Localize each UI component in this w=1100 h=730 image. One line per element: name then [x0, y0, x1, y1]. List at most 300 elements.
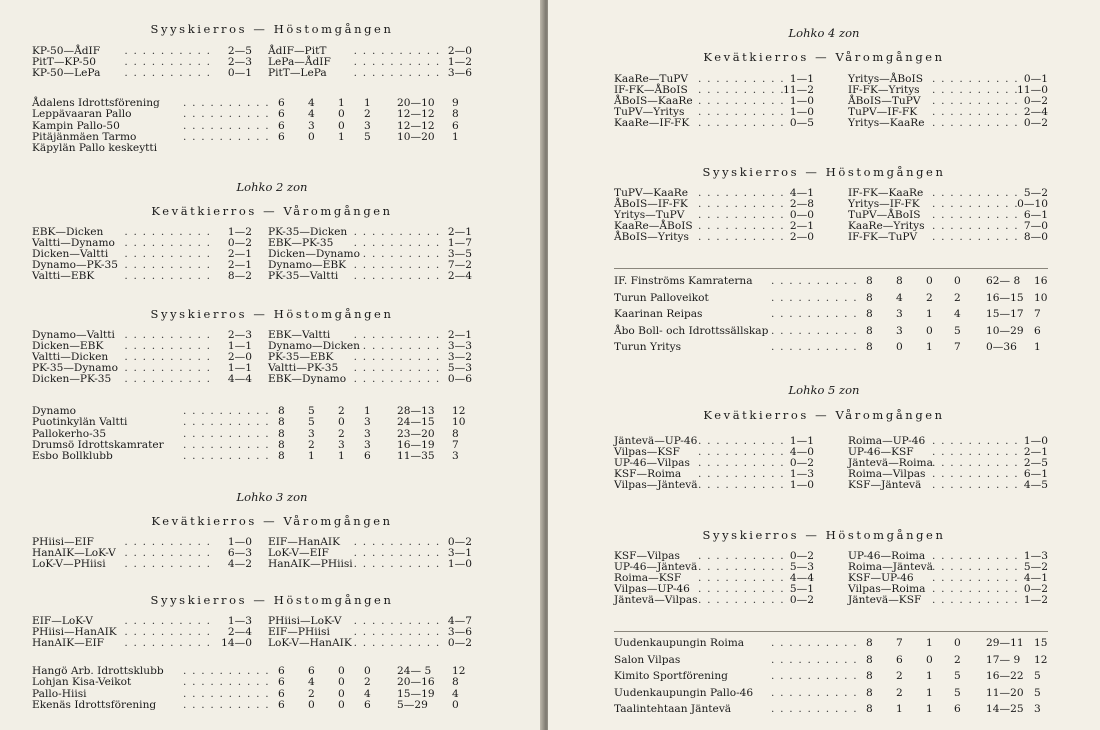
section-header: Syyskierros — Höstomgången — [150, 593, 394, 607]
match-teams: LoK-V—PHiisi — [32, 558, 106, 570]
team-name: Leppävaaran Pallo — [32, 108, 132, 121]
match-teams: UP-46—Roima — [848, 550, 926, 562]
team-name: Ådalens Idrottsförening — [32, 97, 160, 109]
points: 12 — [452, 665, 466, 677]
team-name: Drumsö Idrottskamrater — [32, 438, 164, 451]
match-teams: TuPV—Yritys — [614, 106, 685, 118]
standings-table — [32, 406, 472, 462]
match-score: 4—0 — [789, 446, 814, 458]
leader-dots: . . . . . . . . . . — [771, 670, 858, 682]
match-teams: KSF—Vilpas — [614, 550, 680, 562]
team-name: Uudenkaupungin Pallo-46 — [614, 686, 754, 699]
match-teams: PHiisi—EIF — [32, 536, 94, 548]
zone-label: Lohko 5 zon — [788, 383, 860, 397]
team-name: Turun Palloveikot — [614, 291, 709, 304]
match-score: 2—5 — [227, 45, 252, 57]
losses: 5 — [954, 670, 961, 682]
leader-dots: . . . . . . . . . . — [932, 583, 1019, 595]
match-score: 6—3 — [227, 547, 252, 559]
losses: 6 — [364, 698, 371, 711]
match-row — [268, 374, 472, 385]
table-row — [614, 671, 1048, 688]
leader-dots: . . . . . . . . . . — [124, 67, 212, 79]
team-name: Pallokerho-35 — [32, 427, 107, 440]
losses: 1 — [364, 97, 371, 109]
draws: 0 — [338, 698, 345, 711]
losses: 3 — [364, 438, 371, 451]
match-score: 2—0 — [227, 351, 252, 363]
leader-dots: . . . . . . . . . . — [124, 558, 212, 570]
match-score: 11—0 — [1017, 84, 1048, 96]
leader-dots: . . . . . . . . . . — [183, 405, 270, 417]
points: 6 — [1034, 324, 1041, 337]
match-score: 6—1 — [1023, 468, 1048, 480]
leader-dots: . . . . . . . . . . — [698, 572, 785, 584]
leader-dots: . . . . . . . . . . — [698, 198, 785, 210]
leader-dots: . . . . . . . . . . — [698, 106, 785, 118]
wins: 4 — [308, 108, 315, 121]
zone-label: Lohko 2 zon — [236, 180, 308, 194]
wins: 3 — [896, 324, 903, 337]
match-teams: Dynamo—Dicken — [268, 340, 360, 352]
leader-dots: . . . . . . . . . . — [183, 416, 270, 429]
standings-table — [32, 666, 472, 711]
wins: 2 — [896, 670, 903, 682]
games-played: 6 — [278, 676, 285, 689]
table-row — [32, 700, 472, 711]
team-name: Lohjan Kisa-Veikot — [32, 676, 132, 689]
leader-dots: . . . . . . . . . . — [124, 340, 212, 352]
match-score: 2—1 — [789, 220, 814, 232]
match-score: 1—2 — [227, 226, 252, 238]
match-teams: Yritys—TuPV — [614, 209, 685, 221]
match-score: 2—4 — [1023, 106, 1048, 118]
match-score: 0—2 — [1023, 117, 1048, 129]
leader-dots: . . . . . . . . . . — [698, 561, 785, 573]
match-list — [848, 188, 1048, 243]
games-played: 8 — [278, 450, 285, 463]
leader-dots: . . . . . . . . . . — [124, 56, 212, 68]
section-header: Kevätkierros — Våromgången — [151, 204, 393, 218]
match-row — [268, 638, 472, 649]
games-played: 6 — [278, 119, 285, 132]
match-score: 3—5 — [447, 248, 472, 260]
match-score: 2—1 — [447, 226, 472, 238]
draws: 1 — [926, 637, 933, 649]
games-played: 6 — [278, 97, 285, 109]
goals: 17— 9 — [986, 653, 1021, 666]
match-score: 2—4 — [227, 626, 252, 638]
losses: 3 — [364, 119, 371, 132]
points: 16 — [1034, 275, 1048, 287]
match-score: 6—1 — [1023, 209, 1048, 221]
leader-dots: . . . . . . . . . . — [771, 341, 858, 353]
leader-dots: . . . . . . . . . . — [698, 446, 785, 458]
leader-dots: . . . . . . . . . . — [353, 637, 441, 649]
wins: 5 — [308, 405, 315, 417]
goals: 23—20 — [397, 427, 435, 440]
points: 0 — [452, 698, 459, 711]
match-teams: Roima—Vilpas — [848, 468, 926, 480]
match-score: 5—3 — [447, 362, 472, 374]
match-list — [614, 188, 814, 243]
draws: 0 — [926, 275, 933, 287]
match-teams: TuPV—KaaRe — [614, 187, 689, 199]
games-played: 8 — [866, 637, 873, 649]
games-played: 6 — [278, 130, 285, 143]
table-row — [32, 451, 472, 462]
zone-label: Lohko 3 zon — [236, 490, 308, 504]
match-teams: Dicken—PK-35 — [32, 373, 112, 385]
draws: 1 — [926, 686, 933, 699]
wins: 2 — [308, 687, 315, 700]
draws: 1 — [926, 670, 933, 682]
match-teams: PitT—LePa — [268, 67, 327, 79]
points: 3 — [1034, 703, 1041, 715]
match-score: 2—4 — [447, 270, 472, 282]
match-teams: PK-35—Dynamo — [32, 362, 118, 374]
match-score: 1—0 — [789, 95, 814, 107]
games-played: 8 — [866, 324, 873, 337]
section-header: Kevätkierros — Våromgången — [703, 408, 945, 422]
match-teams: ÅBoIS—KaaRe — [614, 95, 693, 107]
match-row — [268, 559, 472, 570]
goals: 11—20 — [986, 686, 1024, 699]
leader-dots: . . . . . . . . . . — [353, 248, 441, 260]
leader-dots: . . . . . . . . . . — [353, 329, 441, 341]
points: 9 — [452, 97, 459, 109]
match-score: 0—2 — [789, 457, 814, 469]
goals: 10—20 — [397, 130, 435, 143]
team-name: Hangö Arb. Idrottsklubb — [32, 665, 164, 677]
match-list — [848, 551, 1048, 606]
match-row — [614, 118, 814, 129]
leader-dots: . . . . . . . . . . — [932, 209, 1019, 221]
leader-dots: . . . . . . . . . . — [932, 435, 1019, 447]
leader-dots: . . . . . . . . . . — [353, 558, 441, 570]
team-name: Ekenäs Idrottsförening — [32, 698, 157, 711]
leader-dots: . . . . . . . . . . — [124, 226, 212, 238]
leader-dots: . . . . . . . . . . — [932, 446, 1019, 458]
match-list — [32, 227, 252, 282]
left-autumn-header — [0, 22, 544, 36]
wins: 3 — [308, 427, 315, 440]
match-teams: Vilpas—KSF — [614, 446, 680, 458]
table-row — [32, 677, 472, 688]
match-list — [614, 551, 814, 606]
match-teams: KaaRe—TuPV — [614, 73, 689, 85]
match-teams: LoK-V—EIF — [268, 547, 329, 559]
leader-dots: . . . . . . . . . . — [183, 427, 270, 440]
losses: 0 — [954, 637, 961, 649]
losses: 4 — [954, 308, 961, 320]
games-played: 8 — [278, 416, 285, 429]
divider — [614, 268, 1048, 269]
losses: 0 — [364, 665, 371, 677]
match-score: 4—7 — [447, 615, 472, 627]
losses: 7 — [954, 341, 961, 353]
match-list — [32, 330, 252, 385]
match-score: 4—5 — [1023, 479, 1048, 491]
match-score: 0—1 — [227, 67, 252, 79]
match-score: 2—0 — [447, 45, 472, 57]
match-score: 2—3 — [227, 329, 252, 341]
match-score: 14—0 — [221, 637, 252, 649]
match-teams: Vilpas—UP-46 — [614, 583, 690, 595]
leader-dots: . . . . . . . . . . — [932, 187, 1019, 199]
goals: 29—11 — [986, 637, 1024, 649]
match-list — [32, 537, 252, 570]
losses: 2 — [364, 108, 371, 121]
goals: 12—12 — [397, 119, 435, 132]
draws: 2 — [338, 405, 345, 417]
match-score: 0—1 — [1023, 73, 1048, 85]
match-score: 5—3 — [789, 561, 814, 573]
points: 5 — [1034, 670, 1041, 682]
draws: 0 — [338, 687, 345, 700]
leader-dots: . . . . . . . . . . — [698, 73, 785, 85]
leader-dots: . . . . . . . . . . — [353, 626, 441, 638]
match-score: 3—6 — [447, 626, 472, 638]
section-header: Syyskierros — Höstomgången — [150, 307, 394, 321]
match-score: 4—1 — [789, 187, 814, 199]
draws: 0 — [338, 665, 345, 677]
match-list — [268, 330, 472, 385]
team-name: IF. Finströms Kamraterna — [614, 275, 753, 287]
draws: 0 — [926, 324, 933, 337]
losses: 6 — [954, 703, 961, 715]
leader-dots: . . . . . . . . . . — [124, 536, 212, 548]
leader-dots: . . . . . . . . . . — [932, 550, 1019, 562]
games-played: 8 — [866, 686, 873, 699]
draws: 0 — [338, 676, 345, 689]
match-score: 8—2 — [227, 270, 252, 282]
goals: 16—15 — [986, 291, 1024, 304]
match-teams: Jäntevä—UP-46 — [614, 435, 698, 447]
points: 7 — [1034, 308, 1041, 320]
leader-dots: . . . . . . . . . . — [353, 56, 441, 68]
wins: 1 — [308, 450, 315, 463]
left-page — [0, 0, 544, 730]
match-teams: UP-46—KSF — [848, 446, 914, 458]
match-score: 1—3 — [1023, 550, 1048, 562]
goals: 12—12 — [397, 108, 435, 121]
match-teams: Jäntevä—Vilpas — [614, 594, 698, 606]
leader-dots: . . . . . . . . . . — [124, 615, 212, 627]
leader-dots: . . . . . . . . . . — [932, 594, 1019, 606]
leader-dots: . . . . . . . . . . — [124, 637, 212, 649]
match-teams: Jäntevä—Roima — [848, 457, 933, 469]
leader-dots: . . . . . . . . . . — [124, 362, 212, 374]
losses: 3 — [364, 416, 371, 429]
match-row — [614, 480, 814, 491]
match-score: 11—2 — [783, 84, 814, 96]
zone-label: Lohko 4 zon — [788, 26, 860, 40]
leader-dots: . . . . . . . . . . — [183, 665, 270, 677]
leader-dots: . . . . . . . . . . — [698, 435, 785, 447]
team-name: Salon Vilpas — [614, 653, 681, 666]
points: 10 — [452, 416, 466, 429]
match-score: 1—0 — [227, 536, 252, 548]
leader-dots: . . . . . . . . . . — [771, 686, 858, 699]
leader-dots: . . . . . . . . . . — [183, 108, 270, 121]
leader-dots: . . . . . . . . . . — [771, 653, 858, 666]
draws: 0 — [338, 108, 345, 121]
leader-dots: . . . . . . . . . . — [698, 479, 785, 491]
wins: 6 — [896, 653, 903, 666]
match-score: 1—0 — [447, 558, 472, 570]
leader-dots: . . . . . . . . . . — [124, 373, 212, 385]
match-row — [32, 559, 252, 570]
games-played: 8 — [866, 275, 873, 287]
leader-dots: . . . . . . . . . . — [932, 198, 1019, 210]
match-teams: Dicken—EBK — [32, 340, 104, 352]
match-teams: Yritys—IF-FK — [848, 198, 920, 210]
match-score: 0—2 — [227, 237, 252, 249]
leader-dots: . . . . . . . . . . — [771, 308, 858, 320]
match-teams: IF-FK—Yritys — [848, 84, 920, 96]
points: 15 — [1034, 637, 1048, 649]
match-score: 5—2 — [1023, 561, 1048, 573]
wins: 0 — [896, 341, 903, 353]
match-row — [614, 595, 814, 606]
match-teams: Dynamo—EBK — [268, 259, 347, 271]
goals: 20—10 — [397, 97, 435, 109]
table-row — [32, 109, 472, 120]
match-score: 1—3 — [789, 468, 814, 480]
leader-dots: . . . . . . . . . . — [124, 626, 212, 638]
losses: 5 — [364, 130, 371, 143]
losses: 3 — [364, 427, 371, 440]
games-played: 6 — [278, 687, 285, 700]
match-teams: Jäntevä—KSF — [848, 594, 922, 606]
leader-dots: . . . . . . . . . . — [771, 637, 858, 649]
match-score: 5—2 — [1023, 187, 1048, 199]
match-teams: IF-FK—TuPV — [848, 231, 918, 243]
team-name: Turun Yritys — [614, 341, 682, 353]
match-list — [614, 74, 814, 129]
table-row — [614, 655, 1048, 672]
wins: 2 — [896, 686, 903, 699]
draws: 1 — [926, 308, 933, 320]
wins: 5 — [308, 416, 315, 429]
match-score: 3—6 — [447, 67, 472, 79]
games-played: 8 — [278, 405, 285, 417]
wins: 7 — [896, 637, 903, 649]
table-row — [32, 417, 472, 428]
leader-dots: . . . . . . . . . . — [353, 270, 441, 282]
leader-dots: . . . . . . . . . . — [698, 187, 785, 199]
match-teams: Valtti—PK-35 — [268, 362, 339, 374]
wins: 3 — [308, 119, 315, 132]
match-score: 1—3 — [227, 615, 252, 627]
leader-dots: . . . . . . . . . . — [353, 340, 441, 352]
leader-dots: . . . . . . . . . . — [698, 550, 785, 562]
goals: 16—22 — [986, 670, 1024, 682]
match-score: 7—0 — [1023, 220, 1048, 232]
match-teams: UP-46—Jäntevä — [614, 561, 698, 573]
match-score: 0—2 — [1023, 95, 1048, 107]
leader-dots: . . . . . . . . . . — [183, 438, 270, 451]
leader-dots: . . . . . . . . . . — [932, 457, 1019, 469]
leader-dots: . . . . . . . . . . — [932, 106, 1019, 118]
match-row — [32, 374, 252, 385]
leader-dots: . . . . . . . . . . — [771, 324, 858, 337]
games-played: 6 — [278, 108, 285, 121]
match-score: 1—1 — [789, 73, 814, 85]
leader-dots: . . . . . . . . . . — [932, 572, 1019, 584]
games-played: 6 — [278, 665, 285, 677]
match-score: 0—2 — [789, 550, 814, 562]
match-score: 2—1 — [1023, 446, 1048, 458]
match-score: 7—2 — [447, 259, 472, 271]
losses: 1 — [364, 405, 371, 417]
leader-dots: . . . . . . . . . . — [124, 270, 212, 282]
goals: 5—29 — [397, 698, 428, 711]
leader-dots: . . . . . . . . . . — [183, 450, 270, 463]
points: 10 — [1034, 291, 1048, 304]
leader-dots: . . . . . . . . . . — [353, 547, 441, 559]
match-teams: EBK—Dicken — [32, 226, 104, 238]
leader-dots: . . . . . . . . . . — [183, 676, 270, 689]
match-teams: ÅdIF—PitT — [268, 45, 327, 57]
table-row — [614, 326, 1048, 343]
match-row — [848, 232, 1048, 243]
goals: 24— 5 — [397, 665, 432, 677]
team-name: Kimito Sportförening — [614, 670, 728, 682]
leader-dots: . . . . . . . . . . — [932, 220, 1019, 232]
match-row — [32, 638, 252, 649]
draws: 1 — [338, 450, 345, 463]
match-teams: KP-50—ÅdIF — [32, 45, 101, 57]
draws: 1 — [338, 97, 345, 109]
match-teams: KaaRe—Yritys — [848, 220, 925, 232]
leader-dots: . . . . . . . . . . — [353, 259, 441, 271]
match-score: 3—3 — [447, 340, 472, 352]
match-row — [268, 271, 472, 282]
match-score: 5—1 — [789, 583, 814, 595]
goals: 15—17 — [986, 308, 1024, 320]
match-teams: PK-35—Valtti — [268, 270, 339, 282]
leader-dots: . . . . . . . . . . — [698, 84, 785, 96]
team-name: Uudenkaupungin Roima — [614, 637, 745, 649]
standings-table — [614, 276, 1048, 359]
points: 8 — [452, 427, 459, 440]
leader-dots: . . . . . . . . . . — [353, 373, 441, 385]
match-score: 1—7 — [447, 237, 472, 249]
wins: 4 — [896, 291, 903, 304]
goals: 11—35 — [397, 450, 435, 463]
match-teams: EBK—Valtti — [268, 329, 331, 341]
match-list — [848, 436, 1048, 491]
standings-table — [614, 638, 1048, 721]
match-score: 0—10 — [1017, 198, 1048, 210]
note: Käpylän Pallo keskeytti — [32, 142, 158, 154]
match-list — [848, 74, 1048, 129]
games-played: 8 — [278, 427, 285, 440]
goals: 10—29 — [986, 324, 1024, 337]
goals: 14—25 — [986, 703, 1024, 715]
match-teams: Dynamo—Valtti — [32, 329, 115, 341]
match-score: 0—2 — [1023, 583, 1048, 595]
match-score: 2—0 — [789, 231, 814, 243]
section-header: Syyskierros — Höstomgången — [150, 22, 394, 36]
leader-dots: . . . . . . . . . . — [124, 547, 212, 559]
match-score: 1—2 — [447, 56, 472, 68]
leader-dots: . . . . . . . . . . — [353, 536, 441, 548]
goals: 16—19 — [397, 438, 435, 451]
match-teams: Valtti—EBK — [32, 270, 95, 282]
